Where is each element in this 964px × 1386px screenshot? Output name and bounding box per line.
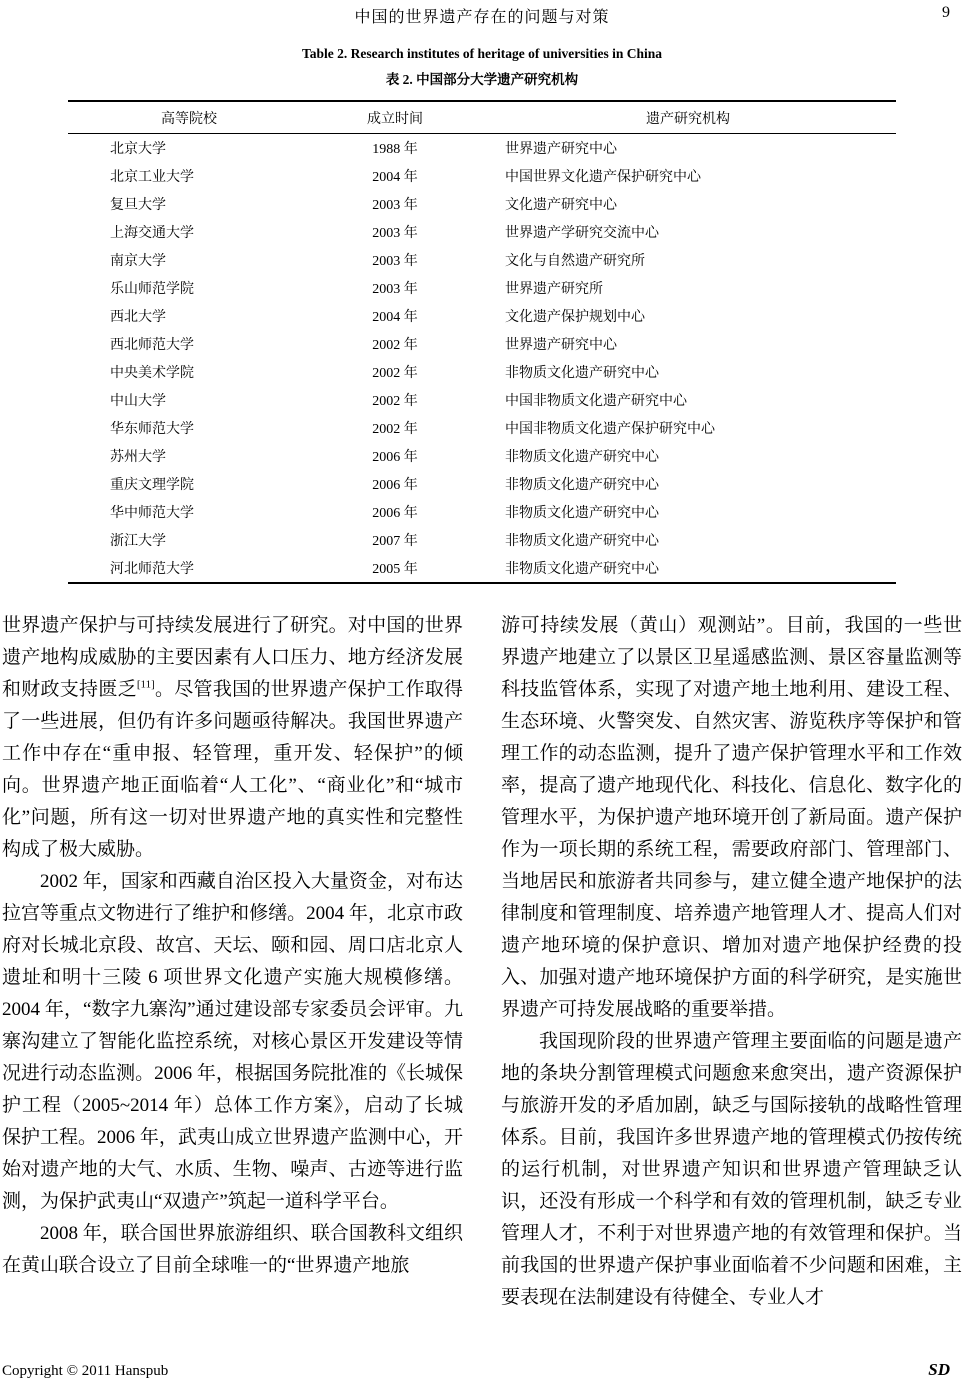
institute-cell: 非物质文化遗产研究中心 bbox=[505, 534, 659, 549]
table-row bbox=[68, 246, 896, 274]
university-cell: 西北大学 bbox=[110, 310, 166, 325]
university-cell: 重庆文理学院 bbox=[110, 478, 194, 493]
table-row bbox=[68, 498, 896, 526]
founding-year-cell: 2004 年 bbox=[372, 310, 418, 325]
table-row bbox=[68, 330, 896, 358]
institute-cell: 文化遗产研究中心 bbox=[505, 198, 617, 213]
institute-cell: 中国非物质文化遗产保护研究中心 bbox=[505, 422, 715, 437]
paragraph-management-problems: 我国现阶段的世界遗产管理主要面临的问题是遗产地的条块分割管理模式问题愈来愈突出，遗产资源保护与旅游开发的矛盾加剧，缺乏与国际接轨的战略性管理体系。目前，我国许多世界遗产地的管理模式仍按传统的运行机制，对世界遗产知识和世界遗产管理缺乏认识，还没有形成一个科学和有效的管理机制，缺乏专业管理人才，不利于对世界遗产地的有效管理和保护。当前我国的世界遗产保护事业面临着不少问题和困难，主要表现在法制建设有待健全、专业人才 bbox=[501, 1031, 962, 1308]
university-cell: 苏州大学 bbox=[110, 450, 166, 465]
university-cell: 北京工业大学 bbox=[110, 170, 194, 185]
founding-year-cell: 2007 年 bbox=[372, 534, 418, 549]
page-number: 9 bbox=[942, 4, 950, 21]
institute-cell: 非物质文化遗产研究中心 bbox=[505, 366, 659, 381]
table-section bbox=[0, 46, 964, 584]
column-header-university: 高等院校 bbox=[68, 101, 310, 134]
page-header bbox=[0, 4, 964, 26]
university-cell: 华中师范大学 bbox=[110, 506, 194, 521]
founding-year-cell: 2005 年 bbox=[372, 562, 418, 577]
founding-year-cell: 2002 年 bbox=[372, 422, 418, 437]
founding-year-cell: 2006 年 bbox=[372, 506, 418, 521]
founding-year-cell: 2006 年 bbox=[372, 478, 418, 493]
table-row bbox=[68, 414, 896, 442]
institute-cell: 文化遗产保护规划中心 bbox=[505, 310, 645, 325]
institute-cell: 非物质文化遗产研究中心 bbox=[505, 506, 659, 521]
university-cell: 中山大学 bbox=[110, 394, 166, 409]
institute-cell: 中国非物质文化遗产研究中心 bbox=[505, 394, 687, 409]
table-row bbox=[68, 358, 896, 386]
table-row bbox=[68, 190, 896, 218]
page-footer bbox=[2, 1360, 950, 1380]
right-column bbox=[501, 610, 962, 1314]
table-row bbox=[68, 554, 896, 583]
article-body bbox=[0, 610, 964, 1314]
institute-cell: 文化与自然遗产研究所 bbox=[505, 254, 645, 269]
university-cell: 浙江大学 bbox=[110, 534, 166, 549]
university-cell: 上海交通大学 bbox=[110, 226, 194, 241]
founding-year-cell: 2002 年 bbox=[372, 338, 418, 353]
university-cell: 复旦大学 bbox=[110, 198, 166, 213]
founding-year-cell: 2004 年 bbox=[372, 170, 418, 185]
table-row bbox=[68, 218, 896, 246]
founding-year-cell: 2003 年 bbox=[372, 226, 418, 241]
founding-year-cell: 2006 年 bbox=[372, 450, 418, 465]
table-row bbox=[68, 162, 896, 190]
founding-year-cell: 1988 年 bbox=[372, 142, 418, 157]
table-body bbox=[68, 134, 896, 584]
table-head bbox=[68, 101, 896, 134]
institute-cell: 非物质文化遗产研究中心 bbox=[505, 450, 659, 465]
table-row bbox=[68, 526, 896, 554]
table-caption-chinese: 表 2. 中国部分大学遗产研究机构 bbox=[385, 72, 579, 87]
column-header-founding-time: 成立时间 bbox=[310, 101, 480, 134]
founding-year-cell: 2003 年 bbox=[372, 198, 418, 213]
table-caption-english: Table 2. Research institutes of heritage of universities in China bbox=[302, 46, 662, 61]
table-row bbox=[68, 302, 896, 330]
running-head-title: 中国的世界遗产存在的问题与对策 bbox=[354, 9, 610, 26]
left-column bbox=[2, 610, 463, 1314]
journal-mark: SD bbox=[928, 1360, 950, 1379]
university-cell: 中央美术学院 bbox=[110, 366, 194, 381]
copyright-notice: Copyright © 2011 Hanspub bbox=[2, 1363, 169, 1379]
paragraph-threats bbox=[2, 610, 463, 866]
paragraph-text: 世界遗产保护与可持续发展进行了研究。对中国的世界遗产地构成威胁的主要因素有人口压力、地方经济发展和财政支持匮乏 bbox=[2, 615, 463, 700]
institute-cell: 世界遗产学研究交流中心 bbox=[505, 226, 659, 241]
founding-year-cell: 2003 年 bbox=[372, 254, 418, 269]
paragraph-restoration-projects: 2002 年，国家和西藏自治区投入大量资金，对布达拉宫等重点文物进行了维护和修缮。2004 年，北京市政府对长城北京段、故宫、天坛、颐和园、周口店北京人遗址和明十三陵 6 项世界文化遗产实施大规模修缮。2004 年，“数字九寨沟”通过建设部专家委员会评审。九寨沟建立了智能化监控系统，对核心景区开发建设等情况进行动态监测。2006 年，根据国务院批准的《长城保护工程（2005~2014 年）总体工作方案》，启动了长城保护工程。2006 年，武夷山成立世界遗产监测中心，开始对遗产地的大气、水质、生物、噪声、古迹等进行监测，为保护武夷山“双遗产”筑起一道科学平台。 bbox=[2, 871, 463, 1212]
research-institutes-table bbox=[68, 100, 896, 584]
institute-cell: 非物质文化遗产研究中心 bbox=[505, 478, 659, 493]
institute-cell: 中国世界文化遗产保护研究中心 bbox=[505, 170, 701, 185]
university-cell: 华东师范大学 bbox=[110, 422, 194, 437]
paragraph-monitoring-systems: 游可持续发展（黄山）观测站”。目前，我国的一些世界遗产地建立了以景区卫星遥感监测、景区容量监测等科技监管体系，实现了对遗产地土地利用、建设工程、生态环境、火警突发、自然灾害、游览秩序等保护和管理工作的动态监测，提升了遗产保护管理水平和工作效率，提高了遗产地现代化、科技化、信息化、数字化的管理水平，为保护遗产地环境开创了新局面。遗产保护作为一项长期的系统工程，需要政府部门、管理部门、当地居民和旅游者共同参与，建立健全遗产地保护的法律制度和管理制度、培养遗产地管理人才、提高人们对遗产地环境的保护意识、增加对遗产地保护经费的投入、加强对遗产地环境保护方面的科学研究，是实施世界遗产可持发展战略的重要举措。 bbox=[501, 615, 962, 1020]
table-row bbox=[68, 470, 896, 498]
table-header-row bbox=[68, 101, 896, 134]
institute-cell: 世界遗产研究中心 bbox=[505, 338, 617, 353]
citation-ref-11: [11] bbox=[136, 678, 155, 691]
table-row bbox=[68, 386, 896, 414]
university-cell: 乐山师范学院 bbox=[110, 282, 194, 297]
table-row bbox=[68, 442, 896, 470]
founding-year-cell: 2003 年 bbox=[372, 282, 418, 297]
institute-cell: 世界遗产研究所 bbox=[505, 282, 603, 297]
university-cell: 北京大学 bbox=[110, 142, 166, 157]
founding-year-cell: 2002 年 bbox=[372, 394, 418, 409]
university-cell: 西北师范大学 bbox=[110, 338, 194, 353]
founding-year-cell: 2002 年 bbox=[372, 366, 418, 381]
institute-cell: 非物质文化遗产研究中心 bbox=[505, 562, 659, 577]
institute-cell: 世界遗产研究中心 bbox=[505, 142, 617, 157]
university-cell: 南京大学 bbox=[110, 254, 166, 269]
paragraph-unesco-2008: 2008 年，联合国世界旅游组织、联合国教科文组织在黄山联合设立了目前全球唯一的“世界遗产地旅 bbox=[2, 1223, 463, 1276]
university-cell: 河北师范大学 bbox=[110, 562, 194, 577]
table-row bbox=[68, 134, 896, 163]
column-header-institute: 遗产研究机构 bbox=[480, 101, 896, 134]
table-row bbox=[68, 274, 896, 302]
paragraph-text: 。尽管我国的世界遗产保护工作取得了一些进展，但仍有许多问题亟待解决。我国世界遗产工作中存在“重申报、轻管理，重开发、轻保护”的倾向。世界遗产地正面临着“人工化”、“商业化”和“城市化”问题，所有这一切对世界遗产地的真实性和完整性构成了极大威胁。 bbox=[2, 679, 463, 860]
